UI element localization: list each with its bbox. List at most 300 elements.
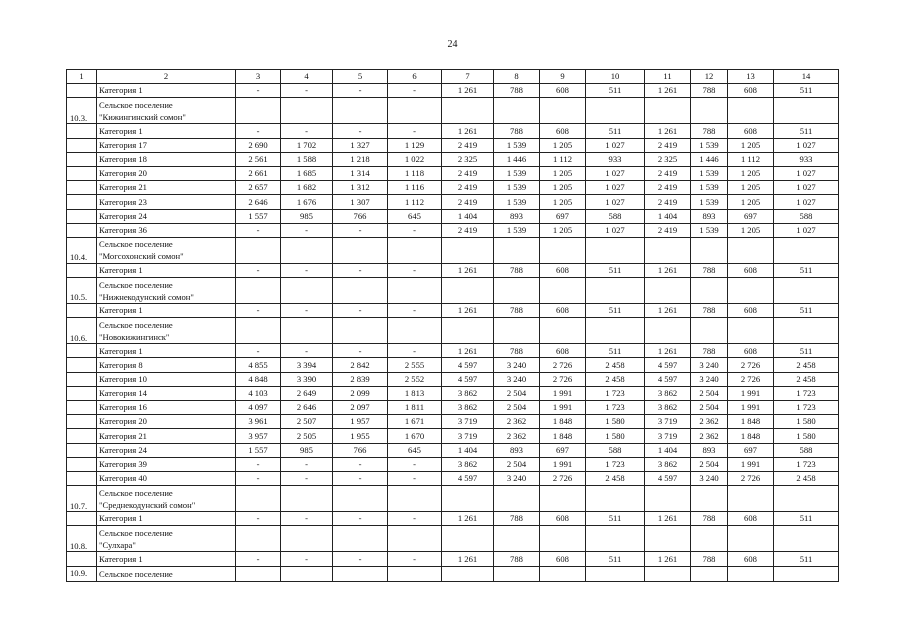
empty-cell [586, 278, 645, 304]
empty-cell [540, 486, 586, 512]
settlement-name-line: "Нижнекодунский сомон" [99, 291, 194, 302]
empty-cell [333, 486, 388, 512]
value-cell: 2 726 [540, 358, 586, 372]
row-number [67, 263, 97, 277]
value-cell: 1 261 [442, 84, 494, 98]
settlement-row [67, 237, 839, 263]
value-cell: 2 504 [494, 401, 540, 415]
value-cell: 2 458 [774, 358, 839, 372]
value-cell: 1 261 [645, 304, 691, 318]
value-cell: 788 [691, 84, 728, 98]
section-number: 10.3. [67, 98, 97, 124]
empty-cell [281, 318, 333, 344]
value-cell: 511 [774, 512, 839, 526]
value-cell: 1 446 [691, 152, 728, 166]
value-cell: 588 [586, 209, 645, 223]
value-cell: 985 [281, 443, 333, 457]
value-cell: 511 [586, 124, 645, 138]
empty-cell [236, 278, 281, 304]
value-cell: 2 419 [442, 195, 494, 209]
row-number [67, 195, 97, 209]
empty-cell [442, 566, 494, 581]
value-cell: 2 726 [728, 358, 774, 372]
category-label: Категория 1 [97, 263, 236, 277]
empty-cell [388, 318, 442, 344]
section-number: 10.6. [67, 318, 97, 344]
empty-cell [691, 526, 728, 552]
value-cell: 1 027 [774, 181, 839, 195]
empty-cell [691, 566, 728, 581]
empty-cell [645, 526, 691, 552]
value-cell: 4 597 [645, 358, 691, 372]
row-number [67, 443, 97, 457]
column-header: 8 [494, 70, 540, 84]
empty-cell [442, 486, 494, 512]
empty-cell [774, 237, 839, 263]
value-cell: 3 719 [645, 415, 691, 429]
table-row [67, 263, 839, 277]
empty-cell [774, 98, 839, 124]
table-row [67, 512, 839, 526]
empty-cell [728, 566, 774, 581]
value-cell: 1 723 [774, 386, 839, 400]
value-cell: 1 991 [728, 401, 774, 415]
settlement-name-line: Сельское поселение [99, 239, 173, 250]
settlement-name [97, 98, 236, 124]
value-cell: 1 205 [540, 195, 586, 209]
value-cell: 2 690 [236, 138, 281, 152]
settlement-name-line: Сельское поселение [99, 279, 173, 290]
value-cell: 2 552 [388, 372, 442, 386]
value-cell: 608 [540, 344, 586, 358]
table-row [67, 358, 839, 372]
value-cell: 1 205 [728, 138, 774, 152]
settlement-name-line: Сельское поселение [99, 527, 173, 538]
value-cell: 2 646 [236, 195, 281, 209]
value-cell: - [388, 263, 442, 277]
empty-cell [494, 237, 540, 263]
row-number [67, 181, 97, 195]
value-cell: 2 325 [442, 152, 494, 166]
section-number: 10.8. [67, 526, 97, 552]
value-cell: 1 205 [728, 195, 774, 209]
value-cell: 1 261 [442, 263, 494, 277]
value-cell: - [281, 124, 333, 138]
value-cell: 608 [728, 552, 774, 566]
row-number [67, 358, 97, 372]
value-cell: 4 597 [442, 372, 494, 386]
empty-cell [494, 486, 540, 512]
empty-cell [691, 278, 728, 304]
value-cell: 2 561 [236, 152, 281, 166]
value-cell: 645 [388, 443, 442, 457]
value-cell: 697 [728, 443, 774, 457]
value-cell: 2 362 [494, 415, 540, 429]
value-cell: 1 685 [281, 166, 333, 180]
value-cell: 588 [586, 443, 645, 457]
empty-cell [333, 526, 388, 552]
value-cell: 2 458 [586, 358, 645, 372]
value-cell: 1 991 [540, 457, 586, 471]
value-cell: 511 [586, 84, 645, 98]
value-cell: 1 205 [728, 181, 774, 195]
value-cell: 2 362 [691, 429, 728, 443]
value-cell: - [388, 304, 442, 318]
value-cell: 2 504 [494, 457, 540, 471]
value-cell: 1 404 [645, 209, 691, 223]
table-row [67, 195, 839, 209]
empty-cell [494, 566, 540, 581]
settlement-row [67, 98, 839, 124]
row-number [67, 152, 97, 166]
value-cell: 1 327 [333, 138, 388, 152]
value-cell: 608 [540, 512, 586, 526]
column-header: 3 [236, 70, 281, 84]
value-cell: - [388, 471, 442, 485]
empty-cell [540, 237, 586, 263]
value-cell: 588 [774, 209, 839, 223]
value-cell: 1 580 [774, 415, 839, 429]
empty-cell [388, 278, 442, 304]
value-cell: 1 027 [586, 223, 645, 237]
settlement-name-line: "Сулхара" [99, 539, 136, 550]
value-cell: 3 862 [442, 457, 494, 471]
value-cell: 1 022 [388, 152, 442, 166]
column-header: 10 [586, 70, 645, 84]
empty-cell [388, 98, 442, 124]
row-number [67, 401, 97, 415]
value-cell: 1 112 [388, 195, 442, 209]
empty-cell [236, 566, 281, 581]
column-header: 11 [645, 70, 691, 84]
value-cell: 1 723 [774, 401, 839, 415]
value-cell: 1 205 [728, 166, 774, 180]
value-cell: - [236, 304, 281, 318]
column-header: 2 [97, 70, 236, 84]
category-label: Категория 24 [97, 209, 236, 223]
settlement-name-line: "Среднекодунский сомон" [99, 499, 196, 510]
section-number: 10.9. [67, 566, 97, 581]
settlement-name [97, 278, 236, 304]
value-cell: 3 862 [442, 386, 494, 400]
value-cell: 511 [774, 552, 839, 566]
value-cell: 1 129 [388, 138, 442, 152]
empty-cell [645, 486, 691, 512]
value-cell: 2 657 [236, 181, 281, 195]
row-number [67, 415, 97, 429]
value-cell: 2 507 [281, 415, 333, 429]
value-cell: 788 [691, 344, 728, 358]
value-cell: 3 719 [442, 429, 494, 443]
value-cell: 645 [388, 209, 442, 223]
value-cell: 608 [540, 84, 586, 98]
value-cell: 608 [728, 304, 774, 318]
table-row [67, 209, 839, 223]
column-header: 14 [774, 70, 839, 84]
value-cell: 788 [494, 344, 540, 358]
value-cell: 1 813 [388, 386, 442, 400]
value-cell: 1 205 [540, 138, 586, 152]
value-cell: 2 419 [645, 223, 691, 237]
column-header: 1 [67, 70, 97, 84]
row-number [67, 84, 97, 98]
value-cell: 511 [586, 512, 645, 526]
value-cell: 2 839 [333, 372, 388, 386]
value-cell: - [281, 512, 333, 526]
table-row [67, 344, 839, 358]
column-header: 5 [333, 70, 388, 84]
value-cell: 1 404 [442, 443, 494, 457]
value-cell: 1 261 [442, 124, 494, 138]
value-cell: 1 848 [728, 429, 774, 443]
value-cell: 1 676 [281, 195, 333, 209]
value-cell: 1 261 [645, 512, 691, 526]
value-cell: 4 597 [442, 471, 494, 485]
value-cell: 4 848 [236, 372, 281, 386]
empty-cell [540, 98, 586, 124]
value-cell: 1 848 [540, 415, 586, 429]
empty-cell [333, 278, 388, 304]
value-cell: - [333, 124, 388, 138]
value-cell: 1 205 [540, 223, 586, 237]
category-label: Категория 10 [97, 372, 236, 386]
value-cell: 788 [691, 263, 728, 277]
value-cell: 2 458 [774, 471, 839, 485]
value-cell: 1 027 [774, 223, 839, 237]
value-cell: 2 726 [728, 471, 774, 485]
value-cell: 1 539 [691, 166, 728, 180]
value-cell: 697 [728, 209, 774, 223]
empty-cell [236, 486, 281, 512]
empty-cell [236, 526, 281, 552]
empty-cell [281, 237, 333, 263]
value-cell: - [281, 552, 333, 566]
row-number [67, 372, 97, 386]
value-cell: 2 726 [728, 372, 774, 386]
value-cell: 1 027 [586, 138, 645, 152]
value-cell: - [333, 223, 388, 237]
value-cell: 511 [586, 304, 645, 318]
column-header: 4 [281, 70, 333, 84]
empty-cell [774, 318, 839, 344]
empty-cell [333, 98, 388, 124]
value-cell: 3 240 [691, 358, 728, 372]
value-cell: 2 505 [281, 429, 333, 443]
value-cell: 893 [691, 443, 728, 457]
value-cell: 1 116 [388, 181, 442, 195]
value-cell: - [281, 344, 333, 358]
category-label: Категория 8 [97, 358, 236, 372]
empty-cell [728, 486, 774, 512]
value-cell: 1 314 [333, 166, 388, 180]
value-cell: - [236, 124, 281, 138]
category-label: Категория 24 [97, 443, 236, 457]
settlement-name [97, 237, 236, 263]
value-cell: - [236, 471, 281, 485]
value-cell: 893 [691, 209, 728, 223]
value-cell: 608 [540, 263, 586, 277]
value-cell: 1 027 [774, 166, 839, 180]
table-row [67, 471, 839, 485]
column-header: 7 [442, 70, 494, 84]
category-label: Категория 18 [97, 152, 236, 166]
section-number: 10.4. [67, 237, 97, 263]
row-number [67, 138, 97, 152]
header-row [67, 70, 839, 84]
value-cell: 3 240 [494, 471, 540, 485]
value-cell: - [388, 512, 442, 526]
value-cell: 1 118 [388, 166, 442, 180]
value-cell: 2 419 [442, 138, 494, 152]
value-cell: - [388, 457, 442, 471]
empty-cell [728, 98, 774, 124]
value-cell: 4 597 [442, 358, 494, 372]
value-cell: - [236, 512, 281, 526]
value-cell: 1 404 [645, 443, 691, 457]
empty-cell [236, 237, 281, 263]
value-cell: 2 419 [645, 181, 691, 195]
value-cell: 893 [494, 209, 540, 223]
empty-cell [333, 566, 388, 581]
settlement-row [67, 566, 839, 581]
settlement-name-line: Сельское поселение [99, 319, 173, 330]
settlement-name-line: Сельское поселение [99, 487, 173, 498]
value-cell: 511 [774, 84, 839, 98]
tariff-table [66, 69, 839, 582]
empty-cell [442, 98, 494, 124]
empty-cell [586, 237, 645, 263]
value-cell: 766 [333, 443, 388, 457]
value-cell: 511 [774, 124, 839, 138]
category-label: Категория 14 [97, 386, 236, 400]
table-row [67, 415, 839, 429]
value-cell: 1 588 [281, 152, 333, 166]
row-number [67, 429, 97, 443]
empty-cell [645, 237, 691, 263]
value-cell: - [281, 471, 333, 485]
empty-cell [494, 278, 540, 304]
value-cell: 4 597 [645, 372, 691, 386]
value-cell: 1 991 [540, 401, 586, 415]
value-cell: 2 649 [281, 386, 333, 400]
category-label: Категория 23 [97, 195, 236, 209]
value-cell: 1 027 [586, 166, 645, 180]
category-label: Категория 1 [97, 304, 236, 318]
value-cell: - [388, 124, 442, 138]
row-number [67, 166, 97, 180]
value-cell: 4 855 [236, 358, 281, 372]
empty-cell [442, 318, 494, 344]
value-cell: - [333, 344, 388, 358]
value-cell: 1 811 [388, 401, 442, 415]
empty-cell [442, 237, 494, 263]
value-cell: 511 [774, 304, 839, 318]
value-cell: 511 [774, 344, 839, 358]
row-number [67, 386, 97, 400]
value-cell: 1 027 [774, 138, 839, 152]
value-cell: 788 [691, 552, 728, 566]
value-cell: 985 [281, 209, 333, 223]
value-cell: 1 723 [586, 386, 645, 400]
empty-cell [691, 98, 728, 124]
value-cell: 2 555 [388, 358, 442, 372]
settlement-row [67, 318, 839, 344]
category-label: Категория 16 [97, 401, 236, 415]
value-cell: 3 390 [281, 372, 333, 386]
value-cell: 788 [494, 84, 540, 98]
value-cell: 2 419 [442, 181, 494, 195]
value-cell: 2 419 [645, 138, 691, 152]
value-cell: 1 261 [442, 512, 494, 526]
value-cell: 1 539 [691, 138, 728, 152]
empty-cell [586, 318, 645, 344]
value-cell: - [388, 84, 442, 98]
empty-cell [645, 98, 691, 124]
row-number [67, 471, 97, 485]
value-cell: 933 [774, 152, 839, 166]
value-cell: 511 [774, 263, 839, 277]
row-number [67, 209, 97, 223]
empty-cell [728, 318, 774, 344]
value-cell: - [281, 457, 333, 471]
value-cell: 1 580 [586, 429, 645, 443]
value-cell: 608 [728, 512, 774, 526]
value-cell: 608 [540, 552, 586, 566]
category-label: Категория 36 [97, 223, 236, 237]
value-cell: 2 362 [494, 429, 540, 443]
settlement-name [97, 318, 236, 344]
value-cell: - [236, 552, 281, 566]
value-cell: 1 580 [586, 415, 645, 429]
value-cell: 1 991 [728, 457, 774, 471]
value-cell: - [236, 84, 281, 98]
value-cell: - [281, 263, 333, 277]
value-cell: 1 205 [728, 223, 774, 237]
table-row [67, 429, 839, 443]
column-header: 9 [540, 70, 586, 84]
empty-cell [691, 237, 728, 263]
value-cell: 1 539 [691, 181, 728, 195]
row-number [67, 512, 97, 526]
value-cell: 2 726 [540, 471, 586, 485]
value-cell: 788 [691, 304, 728, 318]
value-cell: 1 261 [645, 124, 691, 138]
table-row [67, 552, 839, 566]
value-cell: 1 261 [645, 552, 691, 566]
table-row [67, 223, 839, 237]
value-cell: - [388, 344, 442, 358]
value-cell: 697 [540, 443, 586, 457]
category-label: Категория 39 [97, 457, 236, 471]
value-cell: 2 097 [333, 401, 388, 415]
value-cell: - [236, 457, 281, 471]
value-cell: 1 027 [586, 195, 645, 209]
value-cell: 1 112 [728, 152, 774, 166]
settlement-name-line: "Могсохонский сомон" [99, 251, 184, 262]
empty-cell [281, 526, 333, 552]
value-cell: - [236, 344, 281, 358]
settlement-name [97, 526, 236, 552]
value-cell: 3 240 [494, 372, 540, 386]
empty-cell [281, 278, 333, 304]
value-cell: 511 [586, 344, 645, 358]
table-row [67, 443, 839, 457]
empty-cell [333, 237, 388, 263]
empty-cell [442, 278, 494, 304]
value-cell: 1 955 [333, 429, 388, 443]
empty-cell [388, 566, 442, 581]
value-cell: 511 [586, 263, 645, 277]
